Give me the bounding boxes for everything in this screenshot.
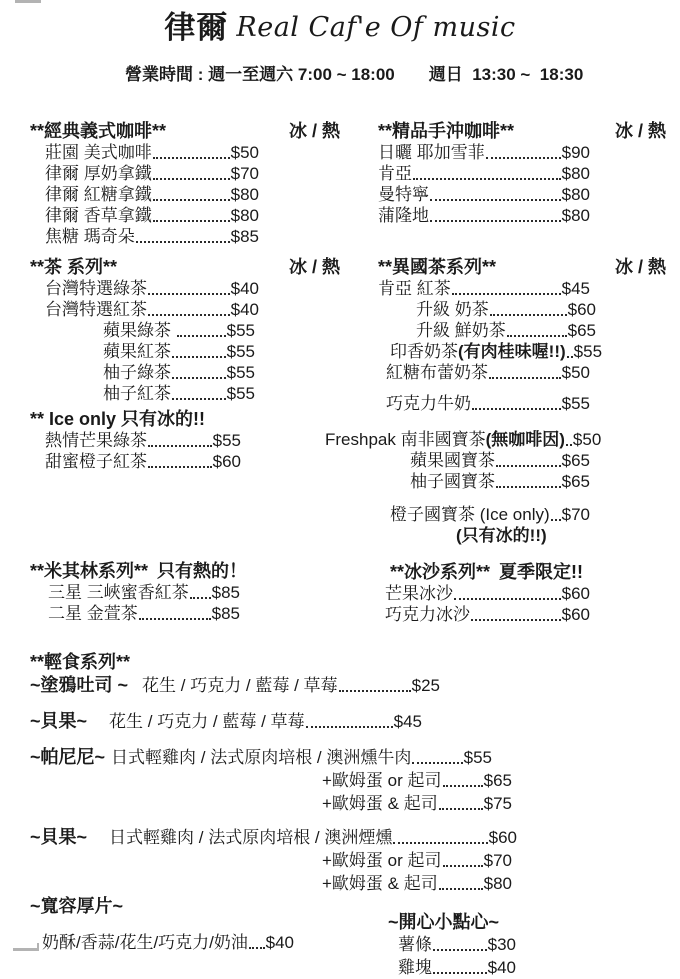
item-name: 巧克力牛奶: [386, 394, 471, 413]
menu-item: [48, 582, 240, 603]
section-title: **米其林系列**: [30, 561, 149, 581]
item-price: $80: [561, 185, 590, 204]
menu-item: [398, 933, 516, 956]
section-header: [378, 120, 680, 142]
cafe-title-en: Real Caf'e Of music: [236, 12, 516, 43]
section-title: ** Ice only 只有冰的!!: [30, 409, 206, 429]
item-price: $40: [230, 279, 259, 298]
dot-leader: [566, 444, 572, 446]
section-header: [390, 561, 680, 583]
item-name: 紅糖布蕾奶茶: [386, 363, 488, 382]
item-price: $55: [561, 394, 590, 413]
item-price: $80: [561, 206, 590, 225]
left-column: [30, 120, 378, 625]
dot-leader: [153, 199, 230, 201]
item-price: $55: [463, 748, 492, 767]
dot-leader: [454, 598, 561, 600]
dot-leader: [339, 690, 411, 692]
item-price: $40: [265, 933, 294, 952]
business-hours: [0, 49, 680, 100]
menu-item: [45, 226, 259, 247]
menu-item: [410, 471, 590, 492]
menu-item: [386, 393, 590, 414]
item-price: $40: [487, 958, 516, 977]
menu-item: [45, 430, 241, 451]
menu-item: [45, 278, 259, 299]
menu-item: [386, 362, 590, 383]
dot-leader: [412, 762, 462, 764]
item-name: 巧克力冰沙: [385, 605, 470, 624]
temp-label: 冰 / 熱: [288, 121, 340, 141]
dot-leader: [136, 241, 230, 243]
section-subtitle: 夏季限定!!: [499, 562, 584, 582]
item-name: 台灣特選紅茶: [45, 300, 147, 319]
dot-leader: [249, 947, 265, 949]
addon-price: $80: [483, 874, 512, 893]
item-price: $45: [561, 279, 590, 298]
section-header: [30, 120, 378, 142]
menu-item-addon: [322, 849, 512, 872]
section-title: **精品手沖咖啡**: [378, 121, 515, 141]
item-flavors: 花生 / 巧克力 / 藍莓 / 草莓: [109, 712, 305, 731]
dot-leader: [153, 178, 230, 180]
menu-item: [378, 142, 590, 163]
item-price: $80: [230, 206, 259, 225]
menu-item: [416, 299, 596, 320]
item-price: $50: [230, 143, 259, 162]
item-flavors: 日式輕雞肉 / 法式原肉培根 / 澳洲燻牛肉: [111, 748, 412, 767]
hours-sunday: 週日 13:30 ~ 18:30: [428, 65, 584, 84]
bottom-row: [30, 895, 680, 979]
menu-item: [103, 320, 255, 341]
menu-item: [390, 341, 603, 362]
dot-leader: [148, 445, 212, 447]
dot-leader: [393, 842, 487, 844]
item-name: 柚子紅茶: [103, 384, 171, 403]
dot-leader: [490, 314, 567, 316]
item-price: $45: [393, 712, 422, 731]
dot-leader: [430, 199, 561, 201]
menu-item: [45, 142, 259, 163]
menu-item-addon: [322, 769, 512, 792]
item-price: $70: [230, 164, 259, 183]
item-name: 律爾 紅糖拿鐵: [45, 185, 152, 204]
dot-leader: [153, 220, 230, 222]
section-tea: [30, 256, 378, 404]
item-price: $90: [561, 143, 590, 162]
section-title: **輕食系列**: [30, 652, 131, 672]
menu-item: [378, 163, 590, 184]
dot-leader: [443, 785, 483, 787]
item-name: 焦糖 瑪奇朵: [45, 227, 135, 246]
item-flavors: 日式輕雞肉 / 法式原肉培根 / 澳洲煙燻: [109, 828, 393, 847]
section-smoothie: [378, 561, 680, 625]
dot-leader: [472, 408, 561, 410]
item-price: $60: [212, 452, 241, 471]
scan-artifact-top: [15, 0, 41, 3]
item-name: 升級 鮮奶茶: [416, 321, 506, 340]
item-name: 台灣特選綠茶: [45, 279, 147, 298]
menu-item: [385, 604, 590, 625]
dot-leader: [172, 356, 226, 358]
section-snacks: [388, 895, 516, 979]
item-price: $60: [561, 605, 590, 624]
dot-leader: [172, 377, 226, 379]
addon-price: $75: [483, 794, 512, 813]
menu-item: [410, 450, 590, 471]
section-thick-toast: [30, 895, 388, 979]
dot-leader: [439, 808, 483, 810]
item-label: ~寬容厚片~: [30, 896, 124, 916]
item-label: ~貝果~: [30, 827, 88, 847]
item-name: Freshpak 南非國寶茶: [325, 430, 486, 449]
item-price: $30: [487, 935, 516, 954]
hours-weekday: 營業時間 : 週一至週六 7:00 ~ 18:00: [125, 65, 395, 84]
dot-leader: [496, 465, 561, 467]
dot-leader: [433, 972, 487, 974]
item-price: $60: [561, 584, 590, 603]
item-name: 二星 金萱茶: [48, 604, 138, 623]
item-name: 雞塊: [398, 958, 432, 977]
item-price: $25: [411, 676, 440, 695]
dot-leader: [551, 519, 561, 521]
menu-header: [0, 0, 680, 100]
menu-item: [103, 383, 255, 404]
addon-name: +歐姆蛋 & 起司: [322, 874, 438, 893]
item-name: 蘋果紅茶: [103, 342, 171, 361]
menu-item: [378, 184, 590, 205]
item-name: 芒果冰沙: [385, 584, 453, 603]
item-name: 曼特寧: [378, 185, 429, 204]
item-price: $55: [226, 384, 255, 403]
item-name: 柚子國寶茶: [410, 472, 495, 491]
item-price: $55: [226, 321, 255, 340]
item-name: 日曬 耶加雪菲: [378, 143, 485, 162]
dot-leader: [177, 335, 226, 337]
dot-leader: [148, 314, 230, 316]
addon-name: +歐姆蛋 & 起司: [322, 794, 438, 813]
item-price: $60: [488, 828, 517, 847]
item-price: $85: [211, 583, 240, 602]
item-price: $55: [226, 363, 255, 382]
item-label: ~貝果~: [30, 711, 88, 731]
section-foreign-tea: [378, 256, 680, 414]
item-name: 律爾 厚奶拿鐵: [45, 164, 152, 183]
item-name: 升級 奶茶: [416, 300, 489, 319]
item-price: $60: [567, 300, 596, 319]
menu-item: [416, 320, 596, 341]
addon-name: +歐姆蛋 or 起司: [322, 771, 442, 790]
menu-item: [30, 674, 440, 697]
item-name: 薯條: [398, 935, 432, 954]
dot-leader: [489, 377, 561, 379]
item-name-note: (有肉桂味喔!!): [458, 342, 566, 361]
menu-item-addon: [322, 792, 512, 815]
section-title: **茶 系列**: [30, 257, 118, 277]
item-flavors: 奶酥/香蒜/花生/巧克力/奶油: [42, 933, 248, 952]
item-price: $85: [230, 227, 259, 246]
item-name: 肯亞: [378, 164, 412, 183]
section-header: [378, 256, 680, 278]
item-price: $65: [561, 472, 590, 491]
section-pourover: [378, 120, 680, 226]
item-price: $80: [561, 164, 590, 183]
menu-item: [325, 429, 602, 450]
item-name: 印香奶茶: [390, 342, 458, 361]
section-title: **異國茶系列**: [378, 257, 497, 277]
section-title: **冰沙系列**: [390, 562, 491, 582]
menu-item: [378, 205, 590, 226]
dot-leader: [153, 157, 230, 159]
section-title: **經典義式咖啡**: [30, 121, 167, 141]
dot-leader: [139, 618, 211, 620]
item-name: 甜蜜橙子紅茶: [45, 452, 147, 471]
section-light-food: [0, 651, 680, 979]
item-name: 莊園 美式咖啡: [45, 143, 152, 162]
item-name: 蘋果國寶茶: [410, 451, 495, 470]
menu-item: [45, 451, 241, 472]
dot-leader: [496, 486, 561, 488]
menu-item: [48, 603, 240, 624]
item-label: ~塗鴉吐司 ~: [30, 675, 129, 695]
section-espresso: [30, 120, 378, 247]
dot-leader: [413, 178, 561, 180]
cafe-title: [0, 12, 680, 43]
temp-label: 冰 / 熱: [288, 257, 340, 277]
dot-leader: [486, 157, 561, 159]
item-name: 橙子國寶茶 (Ice only): [390, 505, 550, 524]
menu-item: [30, 710, 422, 733]
menu-item: [103, 362, 255, 383]
addon-price: $70: [483, 851, 512, 870]
section-header: [30, 560, 378, 582]
temp-label: 冰 / 熱: [614, 257, 666, 277]
menu-item: [45, 205, 259, 226]
ice-only-note: (只有冰的!!): [456, 526, 547, 545]
dot-leader: [439, 888, 483, 890]
section-michelin: [30, 560, 378, 624]
dot-leader: [190, 597, 211, 599]
item-name: 熱情芒果綠茶: [45, 431, 147, 450]
menu-item: [103, 341, 255, 362]
item-price: $40: [230, 300, 259, 319]
menu-item: [30, 826, 517, 849]
item-price: $55: [573, 342, 603, 361]
section-header: [30, 408, 378, 430]
item-name: 蒲隆地: [378, 206, 429, 225]
dot-leader: [172, 398, 226, 400]
item-price: $70: [561, 505, 590, 524]
addon-name: +歐姆蛋 or 起司: [322, 851, 442, 870]
item-name: 肯亞 紅茶: [378, 279, 451, 298]
item-price: $50: [572, 430, 602, 449]
menu-item: [45, 163, 259, 184]
temp-label: 冰 / 熱: [614, 121, 666, 141]
menu-columns: [0, 120, 680, 625]
right-column: [325, 120, 680, 625]
item-price: $50: [561, 363, 590, 382]
menu-item: [398, 956, 516, 979]
dot-leader: [430, 220, 561, 222]
dot-leader: [148, 466, 212, 468]
item-name: 柚子綠茶: [103, 363, 171, 382]
section-title: ~開心小點心~: [388, 912, 500, 932]
item-price: $55: [212, 431, 241, 450]
item-flavors: 花生 / 巧克力 / 藍莓 / 草莓: [142, 676, 338, 695]
menu-item: [42, 931, 294, 954]
item-label: ~帕尼尼~: [30, 747, 106, 767]
item-name: 蘋果綠茶: [103, 321, 176, 340]
menu-item: [30, 746, 492, 769]
menu-item: [385, 583, 590, 604]
menu-item-addon: [322, 872, 512, 895]
menu-item: [390, 504, 590, 525]
dot-leader: [443, 865, 483, 867]
menu-item: [45, 184, 259, 205]
scan-artifact-bottom-nub: [37, 943, 39, 951]
addon-price: $65: [483, 771, 512, 790]
item-name: 律爾 香草拿鐵: [45, 206, 152, 225]
dot-leader: [306, 726, 393, 728]
cafe-title-zh: 律爾: [164, 10, 229, 45]
section-rooibos: [325, 429, 680, 546]
item-name: 三星 三峽蜜香紅茶: [48, 583, 189, 602]
dot-leader: [471, 619, 561, 621]
item-price: $55: [226, 342, 255, 361]
dot-leader: [567, 356, 573, 358]
dot-leader: [452, 293, 561, 295]
item-price: $65: [567, 321, 596, 340]
section-header: [30, 256, 378, 278]
dot-leader: [148, 293, 230, 295]
item-price: $85: [211, 604, 240, 623]
dot-leader: [507, 335, 567, 337]
dot-leader: [433, 949, 487, 951]
item-price: $65: [561, 451, 590, 470]
menu-item: [378, 278, 590, 299]
scan-artifact-bottom: [13, 948, 39, 951]
menu-item: [45, 299, 259, 320]
item-price: $80: [230, 185, 259, 204]
item-name-note: (無咖啡因): [485, 430, 565, 449]
section-subtitle: 只有熱的！: [157, 561, 248, 581]
